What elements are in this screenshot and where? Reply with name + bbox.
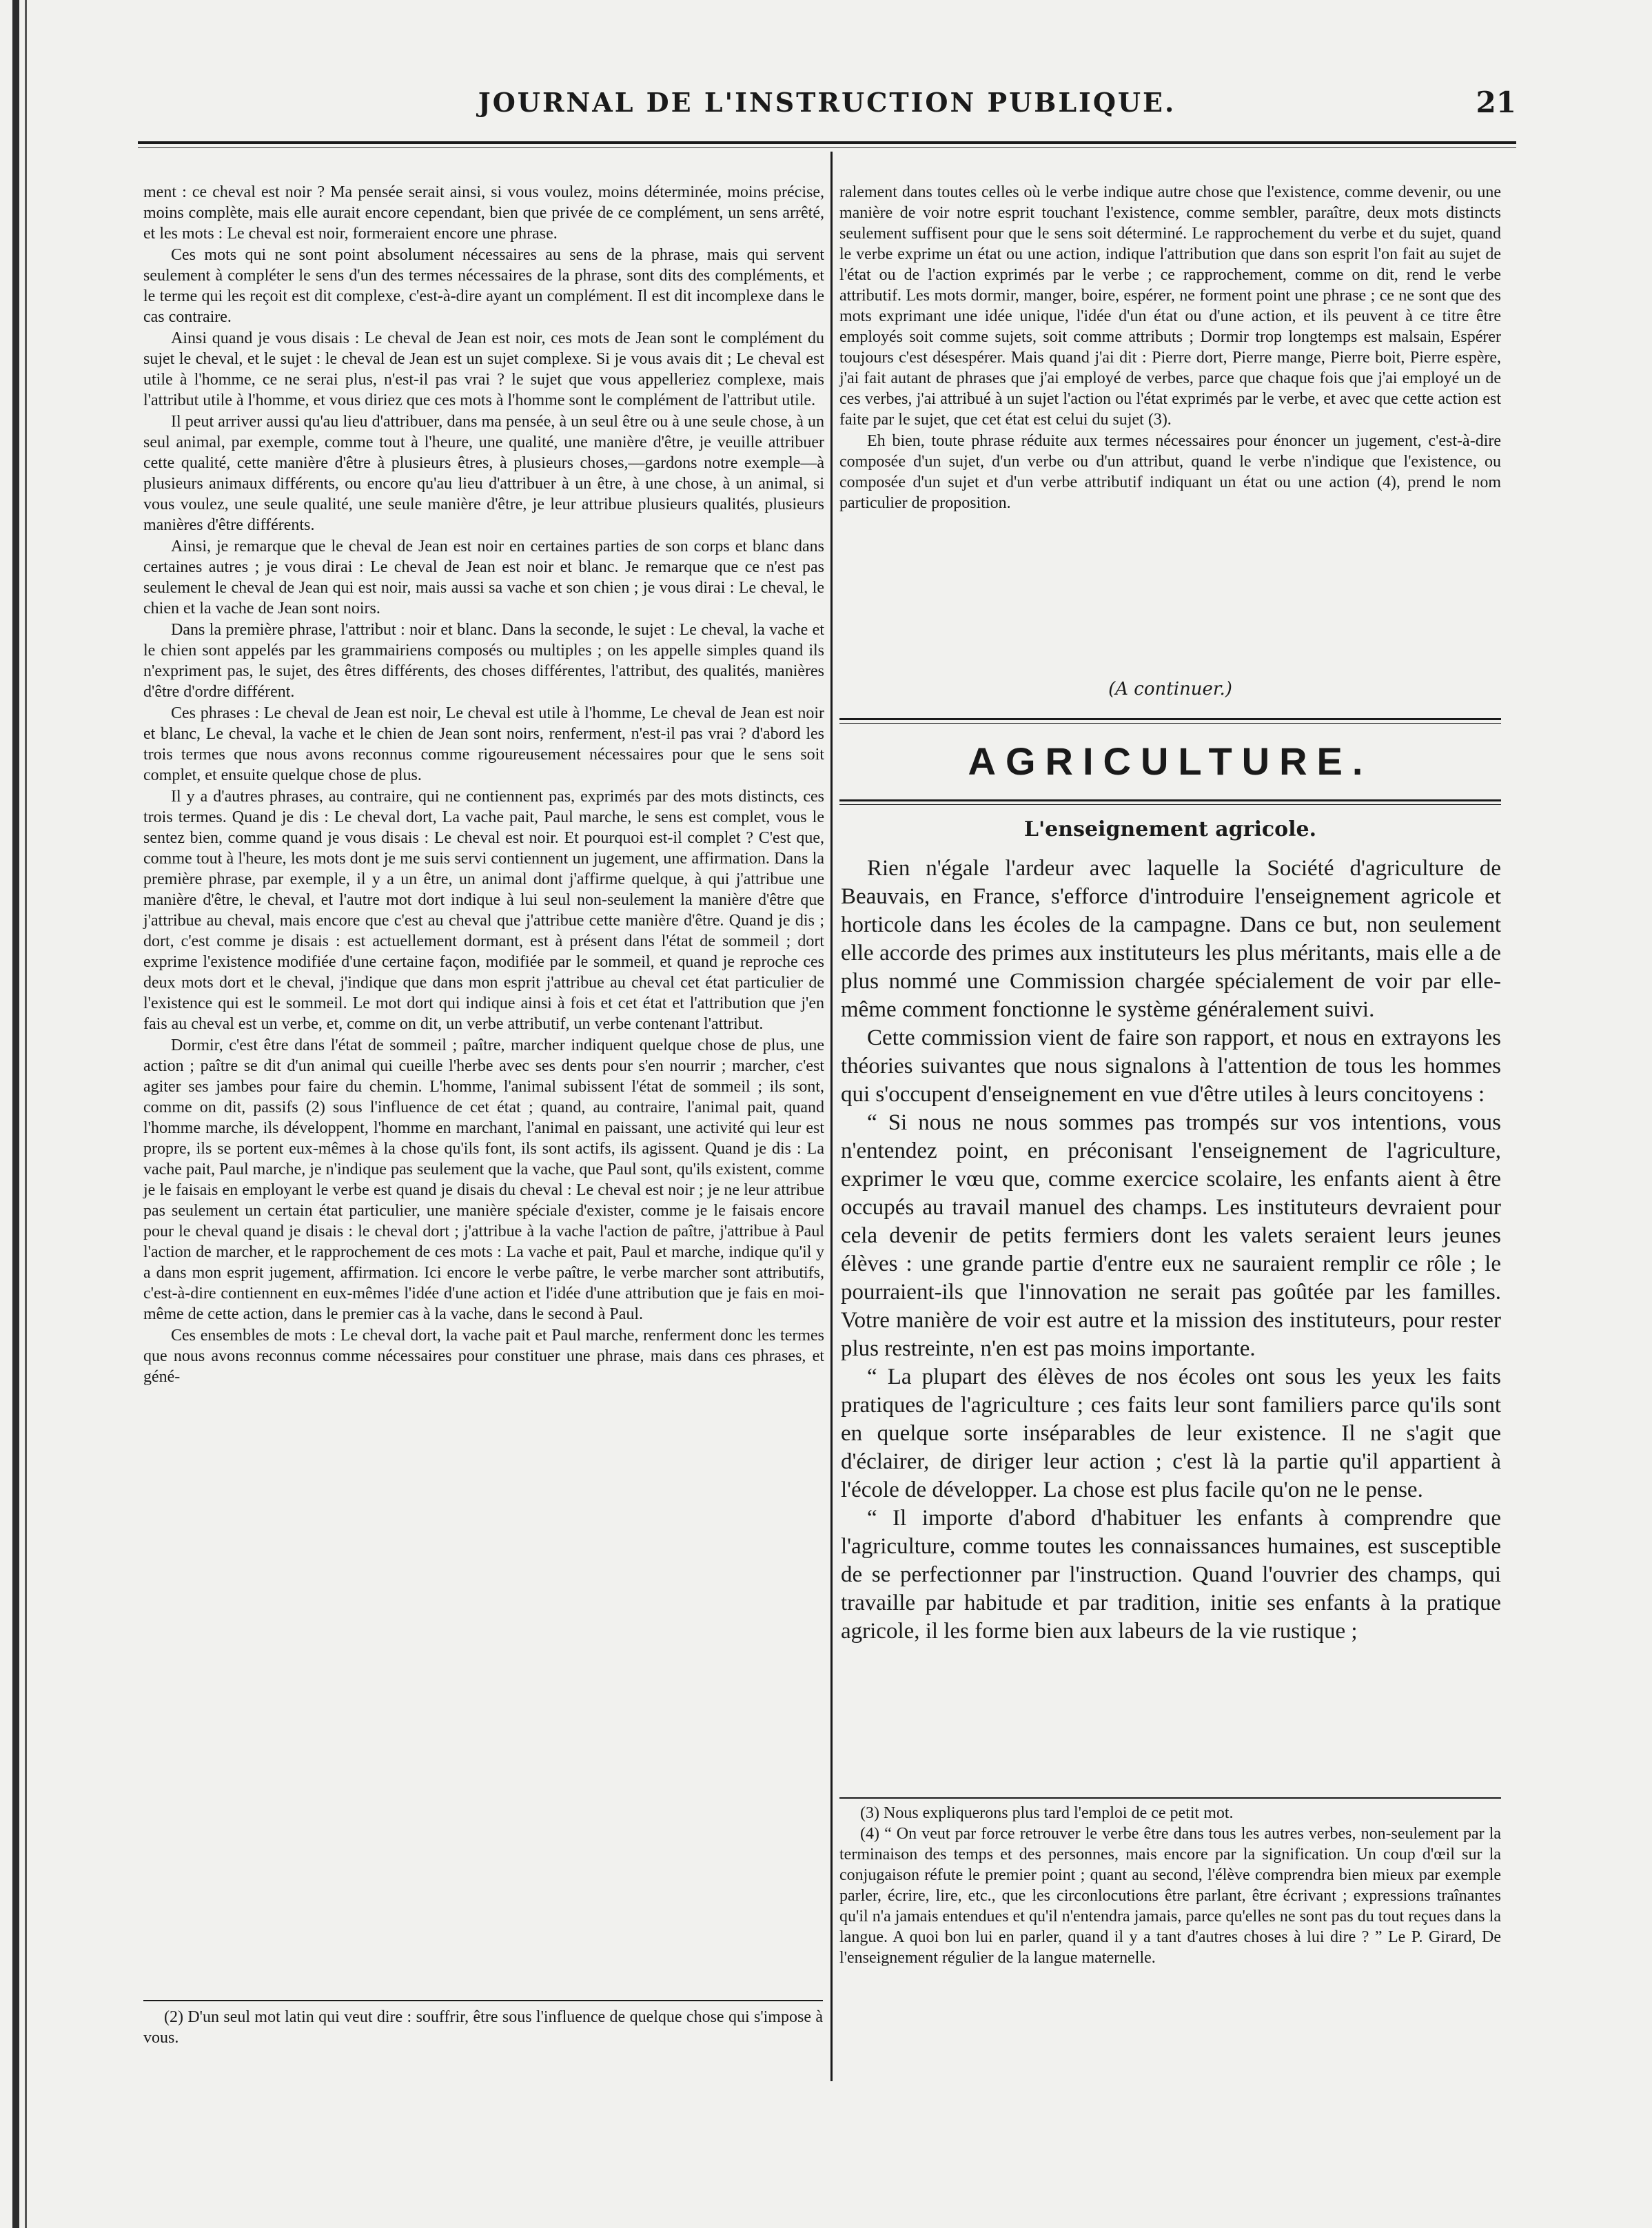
paragraph: Ainsi quand je vous disais : Le cheval de Jean est noir, ces mots de Jean sont le complément du sujet le cheval, et le sujet : le cheval de Jean est un sujet complexe. Si je vous avais dit ; Le cheval est utile à l'homme, ce ne serai plus, n'est-il pas vrai ? le sujet que vous appelleriez complexe, mais l'attribut utile à l'homme, et vous diriez que ces mots à l'homme sont le complément de l'attribut utile.	[143, 329, 824, 409]
paragraph: Dans la première phrase, l'attribut : noir et blanc. Dans la seconde, le sujet : Le cheval, la vache et le chien sont appelés par les grammairiens composés ou multiples ; on les appelle simples quand ils n'expriment pas, le sujet, des êtres différents, des choses différentes, l'attribut, des qualités, manières d'être d'ordre différent.	[143, 621, 824, 701]
paragraph: “ La plupart des élèves de nos écoles ont sous les yeux les faits pratiques de l'agriculture ; ces faits leur sont familiers parce qu'ils sont en quelque sorte inséparables de leur existence. Il ne s'agit que d'éclairer, de diriger leur action ; c'est là la partie qu'il appartient à l'école de développer. La chose est plus facile qu'on ne le pense.	[841, 1365, 1501, 1502]
footnote: (2) D'un seul mot latin qui veut dire : souffrir, être sous l'influence de quelque chose qui s'impose à vous.	[143, 2008, 823, 2047]
page-binding-line	[25, 0, 27, 2228]
continue-note: (A continuer.)	[1108, 679, 1232, 699]
paragraph: Ces ensembles de mots : Le cheval dort, la vache pait et Paul marche, renferment donc les termes que nous avons reconnus comme nécessaires pour constituer une phrase, mais dans ces phrases, et géné-	[143, 1327, 824, 1386]
masthead	[138, 77, 1516, 125]
column-divider	[830, 152, 833, 2081]
paragraph: Dormir, c'est être dans l'état de sommeil ; paître, marcher indiquent quelque chose de plus, une action ; paître se dit d'un animal qui cueille l'herbe avec ses dents pour s'en nourrir ; marcher, c'est agiter ses jambes pour faire du chemin. L'homme, l'animal subissent l'état de sommeil ; ils sont, comme on dit, passifs (2) sous l'influence de cet état ; quand, au contraire, l'animal pait, quand l'homme marche, ils développent, l'homme en marchant, l'animal en paissant, une activité qui leur est propre, ils se portent eux-mêmes à la chose qu'ils font, ils sont actifs, ils agissent. Quand je dis : La vache pait, Paul marche, je n'indique pas seulement que la vache, que Paul sont, qu'ils existent, comme je le faisais en employant le verbe est quand je disais du cheval : Le cheval est noir ; je ne leur attribue pas seulement un certain état particulier, une manière spéciale d'exister, comme je le faisais encore pour le cheval quand je disais : le cheval dort ; j'attribue à la vache l'action de paître, j'attribue à Paul l'action de marcher, et le rapprochement de ces mots : La vache et pait, Paul et marche, indique qu'il y a dans mon esprit jugement, affirmation. Ici encore le verbe paître, le verbe marcher sont attributifs, c'est-à-dire contiennent en eux-mêmes l'idée d'une action et l'idée d'une attribution que je fais en moi-même de cette action, dans le premier cas à la vache, dans le second à Paul.	[143, 1036, 824, 1323]
section-title: AGRICULTURE.	[968, 739, 1373, 783]
section-rule-top	[839, 718, 1501, 724]
paragraph: Rien n'égale l'ardeur avec laquelle la Société d'agriculture de Beauvais, en France, s'efforce d'introduire l'enseignement agricole et horticole dans les écoles de la campagne. Dans ce but, non seulement elle accorde des primes aux instituteurs les plus méritants, mais elle a de plus nommé une Commission chargée spécialement de voir par elle-même comment fonctionne le système généralement suivi.	[841, 856, 1501, 1022]
paragraph: ment : ce cheval est noir ? Ma pensée serait ainsi, si vous voulez, moins déterminée, moins précise, moins complète, mais elle aurait encore cependant, bien que privée de ce complément, un sens arrêté, et les mots : Le cheval est noir, formeraient encore une phrase.	[143, 183, 824, 243]
paragraph: Ces phrases : Le cheval de Jean est noir, Le cheval est utile à l'homme, Le cheval de Jean est noir et blanc, Le cheval, la vache et le chien de Jean sont noirs, renferment, n'est-il pas vrai ? d'abord les trois termes que nous avons reconnus comme rigoureusement nécessaires pour que le sens soit complet, et ensuite quelque chose de plus.	[143, 704, 824, 784]
paragraph: Il peut arriver aussi qu'au lieu d'attribuer, dans ma pensée, à un seul être ou à une seule chose, à un seul animal, par exemple, comme tout à l'heure, une qualité, une manière d'être, je veuille attribuer cette qualité, cette manière d'être à plusieurs êtres, à plusieurs choses,—gardons notre exemple—à plusieurs animaux différents, ou encore qu'au lieu d'attribuer à un être, à une chose, à un animal, si vous voulez, une seule qualité, une seule manière d'être, je leur attribue plusieurs qualités, plusieurs manières d'être différents.	[143, 413, 824, 534]
header-rule-thick	[138, 141, 1516, 144]
journal-title: JOURNAL DE L'INSTRUCTION PUBLIQUE.	[478, 87, 1176, 118]
page-number: 21	[1476, 85, 1516, 119]
footnotes-right	[839, 1803, 1501, 1968]
section-rule-bottom	[839, 799, 1501, 805]
header-rule-thin	[138, 147, 1516, 148]
paragraph: “ Si nous ne nous sommes pas trompés sur vos intentions, vous n'entendez point, en préconisant l'enseignement de l'agriculture, exprimer le vœu que, comme exercice scolaire, les enfants aient à être occupés au travail manuel des champs. Les instituteurs devraient pour cela devenir de petits fermiers dont les valets seraient leurs jeunes élèves : une grande partie d'entre eux ne sauraient remplir ce rôle ; le pourraient-ils que l'innovation ne serait pas goûtée par les familles. Votre manière de voir est autre et la mission des instituteurs, pour rester plus restreinte, n'en est pas moins importante.	[841, 1110, 1501, 1361]
footnote: (3) Nous expliquerons plus tard l'emploi de ce petit mot.	[860, 1804, 1234, 1822]
paragraph: “ Il importe d'abord d'habituer les enfants à comprendre que l'agriculture, comme toutes les connaissances humaines, est susceptible de se perfectionner par l'instruction. Quand l'ouvrier des champs, qui travaille par habitude et par tradition, initie ses enfants à la pratique agricole, il les forme bien aux labeurs de la vie rustique ;	[841, 1506, 1501, 1644]
footnote-left	[143, 2007, 823, 2048]
right-column-top	[839, 182, 1501, 514]
article-title: L'enseignement agricole.	[1023, 817, 1317, 841]
footnote-rule	[143, 2000, 823, 2001]
article-body	[841, 855, 1501, 1646]
paragraph: Ces mots qui ne sont point absolument nécessaires au sens de la phrase, mais qui servent seulement à compléter le sens d'un des termes nécessaires de la phrase, sont dits des compléments, et le terme qui les reçoit est dit complexe, c'est-à-dire ayant un complément. Il est dit incomplexe dans le cas contraire.	[143, 246, 824, 326]
left-column	[143, 182, 824, 1388]
paragraph: Il y a d'autres phrases, au contraire, qui ne contiennent pas, exprimés par des mots distincts, ces trois termes. Quand je dis : Le cheval dort, La vache pait, Paul marche, le sens est complet, vous le sentez bien, comme quand je vous disais : Le cheval est noir. Et pourquoi est-il complet ? C'est que, comme tout à l'heure, les mots dont je me suis servi contiennent un jugement, une affirmation. Dans la première phrase, par exemple, il y a un être, un animal dont j'affirme quelque, à qui j'attribue une manière d'être, le cheval, et l'autre mot dort indique à lui seul non-seulement la manière d'être que j'attribue au cheval, mais encore que c'est au cheval que j'attribue cette manière d'être. Quand je dis ; dort, c'est comme je disais : est actuellement dormant, est à présent dans l'état de sommeil ; dort exprime l'existence modifiée d'une certaine façon, modifiée par le sommeil, et quand je reproche ces deux mots dort et le cheval, j'indique que dans mon esprit j'attribue au cheval cet état particulier de l'existence qui est le sommeil. Le mot dort qui indique ainsi à fois et cet état et l'attribution que j'en fais au cheval est un verbe, et, comme on dit, un verbe attributif, un verbe contenant l'attribut.	[143, 788, 824, 1033]
paragraph: Eh bien, toute phrase réduite aux termes nécessaires pour énoncer un jugement, c'est-à-dire composée d'un sujet, d'un verbe ou d'un attribut, quand le verbe n'indique que l'existence, ou composée d'un sujet et d'un verbe attributif indiquant un état ou une action (4), prend le nom particulier de proposition.	[839, 432, 1501, 512]
paragraph: Cette commission vient de faire son rapport, et nous en extrayons les théories suivantes que nous signalons à l'attention de tous les hommes qui s'occupent d'enseignement en vue d'être utiles à leurs concitoyens :	[841, 1025, 1501, 1107]
footnote-rule	[839, 1797, 1501, 1799]
footnote: (4) “ On veut par force retrouver le verbe être dans tous les autres verbes, non-seulement par la terminaison des temps et des personnes, mais encore par la signification. Un coup d'œil sur la conjugaison réfute le premier point ; quant au second, l'élève comprendra bien mieux par exemple parler, écrire, lire, etc., que les circonlocutions être parlant, être écrivant ; expressions traînantes qu'il n'a jamais entendues et qu'il n'entendra jamais, parce qu'elles ne sont pas du tout reçues dans la langue. A quoi bon lui en parler, quand il y a tant d'autres choses à lui dire ? ” Le P. Girard, De l'enseignement régulier de la langue maternelle.	[839, 1825, 1501, 1967]
page-binding-edge	[12, 0, 19, 2228]
paragraph: ralement dans toutes celles où le verbe indique autre chose que l'existence, comme devenir, ou une manière de voir notre esprit touchant l'existence, comme sembler, paraître, deux mots distincts seulement suffisent pour que le sens soit déterminé. Le rapprochement du verbe et du sujet, quand le verbe exprime un état ou une action, indique l'attribution que dans son esprit l'on fait au sujet de l'état ou de l'action exprimés par le verbe ; ce rapprochement, comme on dit, rend le verbe attributif. Les mots dormir, manger, boire, espérer, ne forment point une phrase ; ce ne sont que des mots exprimant une idée unique, l'idée d'un état ou d'une action, et ils peuvent à ce titre être employés soit comme sujets, soit comme attributs ; Dormir trop longtemps est malsain, Espérer toujours c'est désespérer. Mais quand j'ai dit : Pierre dort, Pierre mange, Pierre boit, Pierre espère, j'ai fait autant de phrases que j'ai employé de verbes, parce que chaque fois que j'ai employé un de ces verbes, j'ai attribué à un sujet l'action ou l'état exprimés par le verbe, et avec que cette action est faite par le sujet, que cet état est celui du sujet (3).	[839, 183, 1501, 429]
paragraph: Ainsi, je remarque que le cheval de Jean est noir en certaines parties de son corps et blanc dans certaines autres ; je vous dirai : Le cheval de Jean est noir et blanc. Je remarque que ce n'est pas seulement le cheval de Jean qui est noir, mais aussi sa vache et son chien ; je vous dirai : Le cheval, le chien et la vache de Jean sont noirs.	[143, 538, 824, 617]
